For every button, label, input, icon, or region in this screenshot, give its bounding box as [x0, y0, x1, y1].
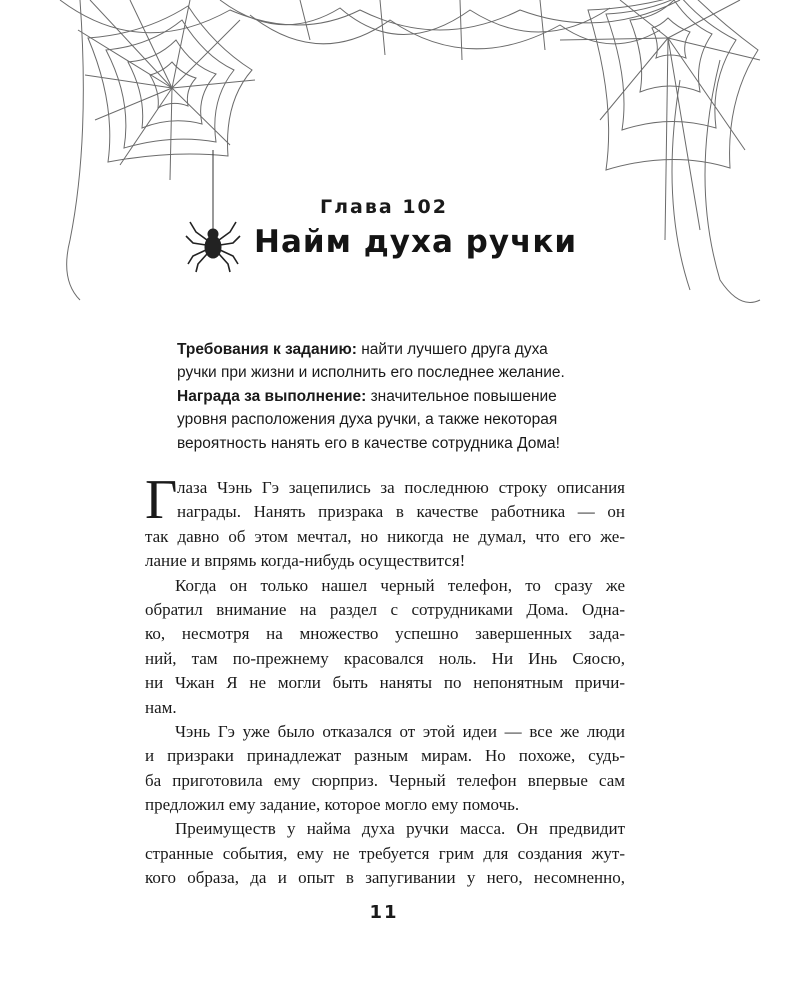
text-line: обратил внимание на раздел с сотрудниками Дома. Одна-	[145, 599, 625, 619]
text-line: и призраки принадлежат разным мирам. Но похоже, судь-	[145, 746, 625, 766]
reward-text-3: вероятность нанять его в качестве сотрудника Дома!	[177, 434, 560, 452]
reward-text: значительное повышение	[370, 387, 557, 405]
text-line: нам.	[145, 697, 177, 717]
reward-label: Награда за выполнение:	[177, 387, 367, 405]
text-line: так давно об этом мечтал, но никогда не думал, что его же-	[145, 526, 625, 546]
quest-reward	[177, 385, 657, 455]
drop-cap: Г	[145, 469, 178, 531]
spider-icon	[186, 222, 240, 272]
chapter-number: Глава 102	[320, 196, 448, 218]
body-text	[145, 469, 625, 891]
text-line: ни Чжан Я не могли быть наняты по непонятным причи-	[145, 673, 625, 693]
text-line: ний, там по-прежнему красовался ноль. Ни Инь Сяосю,	[145, 648, 625, 668]
reward-text-2: уровня расположения духа ручки, а также некоторая	[177, 411, 558, 429]
text-line: кого образа, да и опыт в запугивании у него, несомненно,	[145, 868, 625, 888]
chapter-title: Найм духа ручки	[254, 224, 578, 260]
left-cobweb-icon	[78, 0, 255, 180]
text-line: Когда он только нашел черный телефон, то сразу же	[175, 575, 625, 595]
text-line: лание и впрямь когда-нибудь осуществится!	[145, 551, 466, 571]
text-line: лаза Чэнь Гэ зацепились за последнюю строку описания	[177, 478, 625, 497]
requirements-label: Требования к заданию:	[177, 341, 357, 358]
text-line: Чэнь Гэ уже было отказался от этой идеи — все же люди	[175, 721, 625, 741]
cobweb-decoration	[0, 0, 800, 330]
text-line: ба приготовила ему сюрприз. Черный телефон впервые сам	[145, 770, 625, 790]
text-line: ко, несмотря на множество успешно завершенных зада-	[145, 624, 625, 644]
text-line: предложил ему задание, которое могло ему помочь.	[145, 795, 520, 815]
requirements-text: найти лучшего друга духа	[361, 341, 548, 358]
text-line: странные события, ему не требуется грим для создания жут-	[145, 843, 625, 863]
text-line: Преимуществ у найма духа ручки масса. Он предвидит	[175, 819, 625, 839]
text-line: награды. Нанять призрака в качестве работника — он	[177, 502, 625, 522]
quest-box	[177, 338, 657, 455]
requirements-text-2: ручки при жизни и исполнить его последнее желание.	[177, 364, 565, 382]
quest-requirements	[177, 338, 657, 385]
page-number: 11	[369, 902, 399, 923]
